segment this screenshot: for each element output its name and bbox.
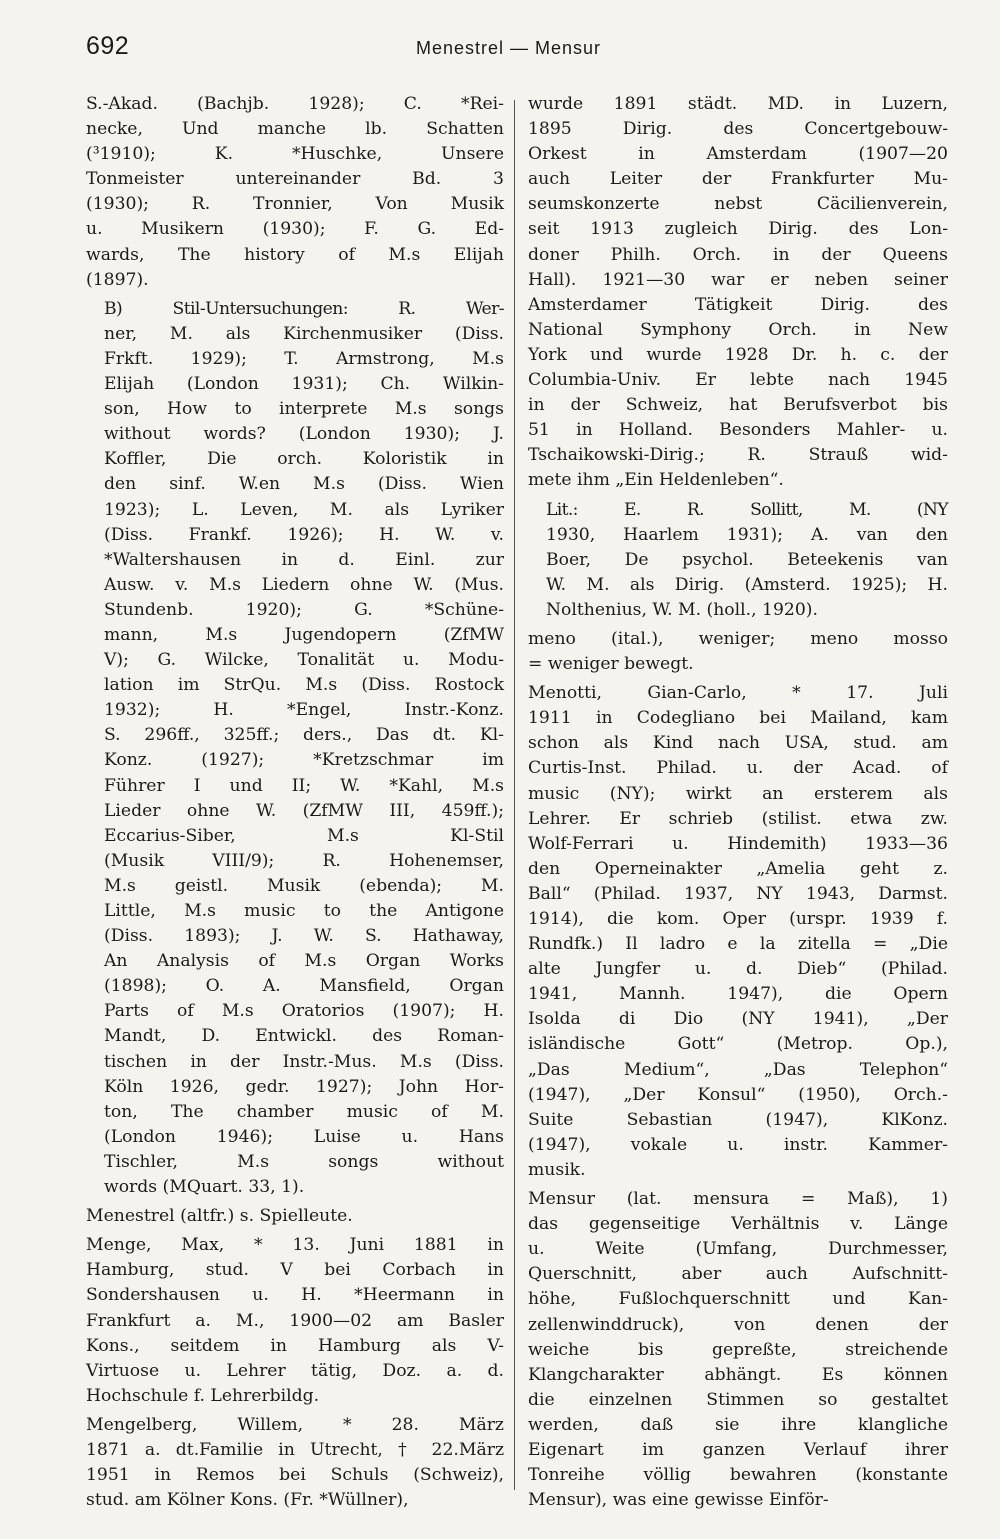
text-line: Lehrer. Er schrieb (stilist. etwa zw. [528, 808, 948, 829]
text-line: isländische Gott“ (Metrop. Op.), [528, 1034, 948, 1055]
text-line: meno (ital.), weniger; meno mosso [528, 628, 948, 649]
text-line: 1941, Mannh. 1947), die Opern [528, 984, 948, 1005]
text-line: tischen in der Instr.-Mus. M.s (Diss. [104, 1051, 504, 1072]
text-line: Tonmeister untereinander Bd. 3 [86, 169, 504, 190]
entry-paragraph [528, 1187, 948, 1513]
text-line: mann, M.s Jugendopern (ZfMW [104, 624, 504, 645]
text-line: 1911 in Codegliano bei Mailand, kam [528, 708, 948, 729]
text-line: Parts of M.s Oratorios (1907); H. [104, 1001, 504, 1022]
text-line: den sinf. W.en M.s (Diss. Wien [104, 474, 504, 495]
text-line: S. 296ff., 325ff.; ders., Das dt. Kl- [104, 725, 504, 746]
text-line: Frankfurt a. M., 1900—02 am Basler [86, 1310, 504, 1331]
text-line: *Waltershausen in d. Einl. zur [104, 549, 504, 570]
left-column [86, 92, 504, 1513]
text-line: 1923); L. Leven, M. als Lyriker [104, 499, 504, 520]
text-line: Menge, Max, * 13. Juni 1881 in [86, 1235, 504, 1256]
text-line: S.-Akad. (Bachjb. 1928); C. *Rei- [86, 94, 504, 114]
text-line: Virtuose u. Lehrer tätig, Doz. a. d. [86, 1360, 504, 1381]
text-line: 1930, Haarlem 1931); A. van den [546, 524, 948, 545]
text-line: Eccarius-Siber, M.s Kl-Stil [104, 825, 504, 846]
text-line: (Diss. 1893); J. W. S. Hathaway, [104, 926, 504, 947]
text-line: Orkest in Amsterdam (1907—20 [528, 144, 948, 165]
text-line: (1898); O. A. Mansfield, Organ [104, 976, 504, 997]
text-line: „Das Medium“, „Das Telephon“ [528, 1059, 948, 1080]
running-head: Menestrel — Mensur [416, 38, 602, 58]
text-line: 1895 Dirig. des Concertgebouw- [528, 119, 948, 140]
text-line: Hochschule f. Lehrerbildg. [86, 1385, 320, 1406]
text-line: Sondershausen u. H. *Heermann in [86, 1285, 504, 1306]
text-line: Köln 1926, gedr. 1927); John Hor- [104, 1076, 504, 1097]
text-line: das gegenseitige Verhältnis v. Länge [528, 1214, 948, 1235]
text-line: Konz. (1927); *Kretzschmar im [104, 750, 504, 771]
text-line: Tschaikowski-Dirig.; R. Strauß wid- [528, 445, 948, 466]
text-line: Mensur (lat. mensura = Maß), 1) [528, 1189, 948, 1210]
text-line: Boer, De psychol. Beteekenis van [546, 549, 948, 570]
page-number: 692 [86, 32, 130, 60]
text-line: Mensur), was eine gewisse Einför- [528, 1490, 829, 1511]
text-line: Kons., seitdem in Hamburg als V- [86, 1335, 504, 1356]
text-line: musik. [528, 1159, 586, 1180]
text-line: Eigenart im ganzen Verlauf ihrer [528, 1439, 948, 1460]
text-line: 1871 a. dt.Familie in Utrecht, † 22.März [86, 1439, 504, 1460]
right-column [528, 92, 948, 1513]
page-header [86, 30, 906, 70]
text-line: (1897). [86, 269, 149, 290]
text-line: without words? (London 1930); J. [104, 424, 504, 445]
text-line: W. M. als Dirig. (Amsterd. 1925); H. [546, 574, 948, 595]
entry-paragraph [528, 92, 948, 494]
entry-paragraph [528, 681, 948, 1183]
column-divider [514, 100, 515, 1490]
text-line: (1947), „Der Konsul“ (1950), Orch.- [528, 1084, 948, 1105]
text-line: höhe, Fußlochquerschnitt und Kan- [528, 1289, 948, 1310]
text-line: 1914), die kom. Oper (urspr. 1939 f. [528, 909, 948, 929]
text-line: B) Stil-Untersuchungen: R. Wer- [104, 298, 504, 319]
text-line: in der Schweiz, hat Berufsverbot bis [528, 395, 948, 416]
entry-paragraph [528, 498, 948, 623]
text-line: Tischler, M.s songs without [104, 1151, 504, 1172]
text-line: doner Philh. Orch. in der Queens [528, 244, 948, 265]
text-line: stud. am Kölner Kons. (Fr. *Wüllner), [86, 1490, 409, 1511]
entry-paragraph [528, 627, 948, 677]
entry-paragraph [86, 1233, 504, 1409]
text-line: ton, The chamber music of M. [104, 1101, 504, 1122]
text-line: M.s geistl. Musik (ebenda); M. [104, 875, 504, 896]
text-line: Menotti, Gian-Carlo, * 17. Juli [528, 683, 948, 704]
text-line: Lieder ohne W. (ZfMW III, 459ff.); [104, 800, 504, 821]
text-line: Mandt, D. Entwickl. des Roman- [104, 1026, 504, 1047]
text-line: Amsterdamer Tätigkeit Dirig. des [528, 294, 948, 315]
text-line: Columbia-Univ. Er lebte nach 1945 [528, 370, 948, 391]
text-line: Wolf-Ferrari u. Hindemith) 1933—36 [528, 833, 948, 854]
text-line: Nolthenius, W. M. (holl., 1920). [546, 599, 818, 620]
text-line: Querschnitt, aber auch Aufschnitt- [528, 1264, 948, 1285]
text-line: Koffler, Die orch. Koloristik in [104, 449, 504, 470]
text-line: Suite Sebastian (1947), KlKonz. [528, 1109, 948, 1130]
text-line: ner, M. als Kirchenmusiker (Diss. [104, 323, 504, 344]
text-line: 1932); H. *Engel, Instr.-Konz. [104, 700, 504, 721]
text-line: den Operneinakter „Amelia geht z. [528, 858, 948, 879]
text-line: Isolda di Dio (NY 1941), „Der [528, 1009, 948, 1030]
text-line: son, How to interprete M.s songs [104, 399, 504, 420]
text-line: Little, M.s music to the Antigone [104, 901, 504, 921]
text-line: u. Weite (Umfang, Durchmesser, [528, 1239, 948, 1260]
entry-paragraph [86, 1413, 504, 1513]
text-line: music (NY); wirkt an ersterem als [528, 783, 948, 804]
text-line: (Diss. Frankf. 1926); H. W. v. [104, 524, 504, 545]
entry-paragraph [86, 1204, 504, 1229]
text-line: lation im StrQu. M.s (Diss. Rostock [104, 675, 504, 696]
text-line: Rundfk.) Il ladro e la zitella = „Die [528, 934, 948, 955]
text-line: zellenwinddruck), von denen der [528, 1314, 948, 1335]
text-line: National Symphony Orch. in New [528, 319, 948, 340]
text-line: auch Leiter der Frankfurter Mu- [528, 169, 948, 190]
text-line: Führer I und II; W. *Kahl, M.s [104, 775, 504, 796]
text-line: Tonreihe völlig bewahren (konstante [528, 1465, 948, 1486]
text-line: Curtis-Inst. Philad. u. der Acad. of [528, 758, 948, 779]
text-line: alte Jungfer u. d. Dieb“ (Philad. [528, 959, 948, 980]
text-line: Elijah (London 1931); Ch. Wilkin- [104, 374, 504, 395]
text-line: wards, The history of M.s Elijah [86, 244, 504, 265]
text-line: = weniger bewegt. [528, 654, 694, 675]
text-line: Hamburg, stud. V bei Corbach in [86, 1260, 504, 1281]
text-line: York und wurde 1928 Dr. h. c. der [528, 344, 948, 365]
text-line: Stundenb. 1920); G. *Schüne- [104, 599, 504, 620]
text-line: (London 1946); Luise u. Hans [104, 1126, 504, 1147]
entry-paragraph [86, 92, 504, 293]
text-line: Menestrel (altfr.) s. Spielleute. [86, 1206, 353, 1227]
text-line: u. Musikern (1930); F. G. Ed- [86, 219, 504, 240]
text-line: schon als Kind nach USA, stud. am [528, 733, 948, 754]
text-line: (Musik VIII/9); R. Hohenemser, [104, 850, 504, 871]
text-line: necke, Und manche lb. Schatten [86, 119, 504, 140]
text-line: Ball“ (Philad. 1937, NY 1943, Darmst. [528, 883, 948, 904]
text-line: (1947), vokale u. instr. Kammer- [528, 1134, 948, 1155]
text-line: (³1910); K. *Huschke, Unsere [86, 144, 504, 165]
text-line: seumskonzerte nebst Cäcilienverein, [528, 194, 948, 215]
text-line: weiche bis gepreßte, streichende [528, 1339, 948, 1360]
text-line: An Analysis of M.s Organ Works [104, 951, 504, 972]
text-line: words (MQuart. 33, 1). [104, 1177, 305, 1198]
entry-paragraph [86, 297, 504, 1200]
text-line: Lit.: E. R. Sollitt, M. (NY [546, 499, 948, 520]
text-line: mete ihm „Ein Heldenleben“. [528, 470, 784, 491]
text-line: wurde 1891 städt. MD. in Luzern, [528, 94, 948, 114]
text-line: Mengelberg, Willem, * 28. März [86, 1414, 504, 1435]
text-line: V); G. Wilcke, Tonalität u. Modu- [104, 650, 504, 671]
text-line: Frkft. 1929); T. Armstrong, M.s [104, 348, 504, 369]
text-line: seit 1913 zugleich Dirig. des Lon- [528, 219, 948, 240]
text-line: die einzelnen Stimmen so gestaltet [528, 1389, 948, 1410]
text-line: (1930); R. Tronnier, Von Musik [86, 194, 504, 215]
text-line: 1951 in Remos bei Schuls (Schweiz), [86, 1465, 504, 1486]
text-line: Hall). 1921—30 war er neben seiner [528, 269, 948, 290]
text-line: Klangcharakter abhängt. Es können [528, 1364, 948, 1385]
text-line: werden, daß sie ihre klangliche [528, 1414, 948, 1435]
text-line: Ausw. v. M.s Liedern ohne W. (Mus. [104, 574, 504, 595]
text-line: 51 in Holland. Besonders Mahler- u. [528, 420, 948, 441]
